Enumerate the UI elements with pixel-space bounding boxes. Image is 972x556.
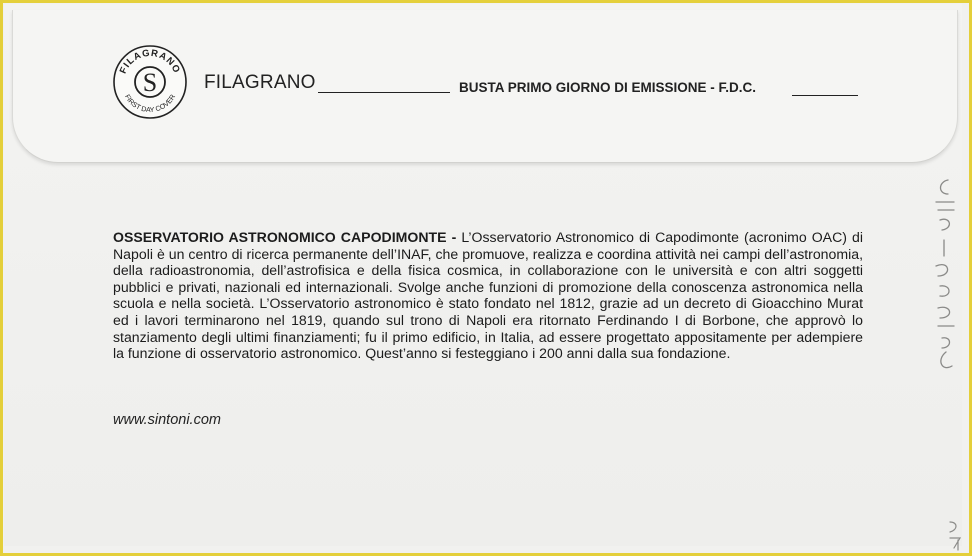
website-link: www.sintoni.com [113,412,221,428]
pencil-mark [944,518,966,552]
description-paragraph [113,229,863,362]
brand-underline [318,92,450,93]
description-text: L’Osservatorio Astronomico di Capodimonte (acronimo OAC) di Napoli è un centro di ricerca permanente dell’INAF, che promuove, realizza e coordina attività nei campi dell’astronomia, della radioastronomia, dell’astrofisica e della fisica cosmica, in collaborazione con le università e con altri soggetti pubblici e privati, nazionali ed internazionali. Svolge anche funzioni di promozione della conoscenza astronomica nella scuola e nella società. L’Osservatorio astronomico è stato fondato nel 1812, grazie ad un decreto di Gioacchino Murat ed i lavori terminarono nel 1819, quando sul trono di Napoli era ritornato Ferdinando I di Borbone, che approvò lo stanziamento degli ultimi finanziamenti; fu il primo edificio, in Italia, ad essere progettato appositamente per adempiere la funzione di osservatorio astronomico. Quest’anno si festeggiano i 200 anni dalla sua fondazione. [113,229,863,362]
title-separator: - [446,229,462,245]
seal-ring-top: FILAGRANO [117,47,183,76]
fdc-label: BUSTA PRIMO GIORNO DI EMISSIONE - F.D.C. [459,80,757,95]
pencil-annotation [928,176,962,376]
seal-letter: S [142,68,158,97]
description-title: OSSERVATORIO ASTRONOMICO CAPODIMONTE [113,229,447,245]
filagrano-seal-logo [112,44,188,120]
seal-ring-bottom: FIRST DAY COVER [122,93,178,115]
fdc-underline [792,95,858,96]
brand-name: FILAGRANO [204,72,316,93]
